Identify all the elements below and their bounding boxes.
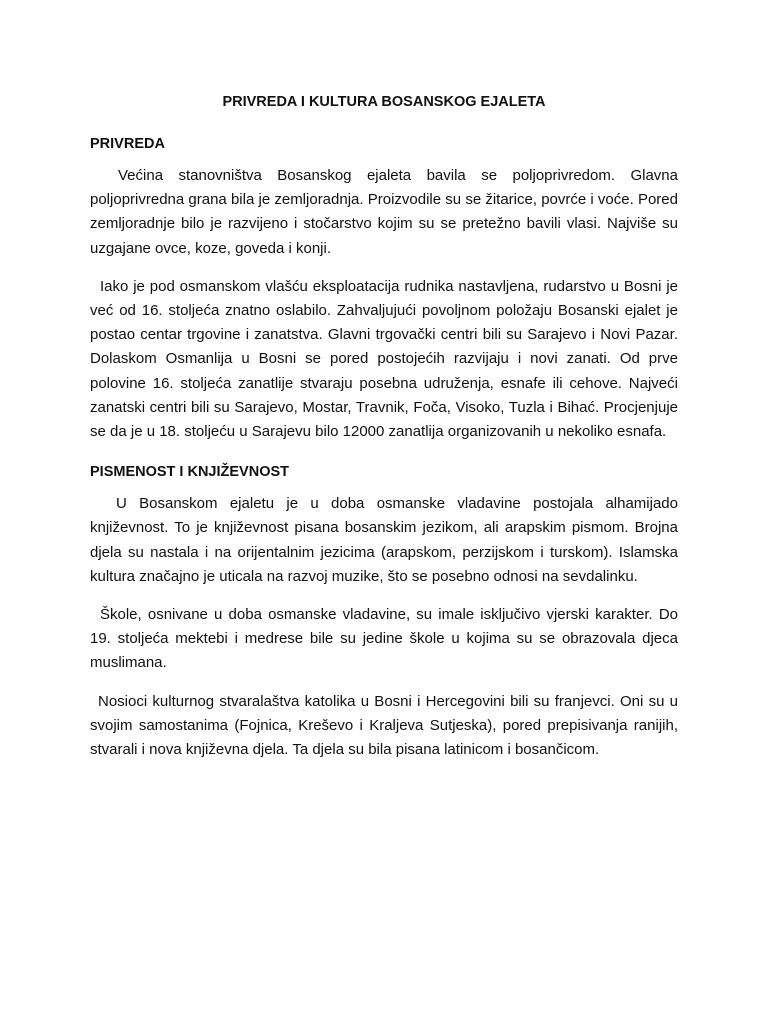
paragraph-alhamijado: U Bosanskom ejaletu je u doba osmanske vladavine postojala alhamijado književnost. To je književnost pisana bosanskim jezikom, ali arapskim pismom. Brojna djela su nastala i na orijentalnim jezicima (arapskom, perzijskom i turskom). Islamska kultura značajno je uticala na razvoj muzike, što se posebno odnosi na sevdalinku. bbox=[90, 495, 678, 585]
section-heading-pismenost: PISMENOST I KNJIŽEVNOST bbox=[90, 464, 289, 481]
paragraph-schools: Škole, osnivane u doba osmanske vladavine, su imale isključivo vjerski karakter. Do 19. stoljeća mektebi i medrese bile su jedine škole u kojima su se obrazovala djeca muslimana. bbox=[90, 606, 678, 672]
document-page bbox=[90, 92, 678, 776]
paragraph-franciscans: Nosioci kulturnog stvaralaštva katolika u Bosni i Hercegovini bili su franjevci. Oni su u svojim samostanima (Fojnica, Kreševo i Kraljeva Sutjeska), pored prepisivanja ranijih, stvarali i nova književna djela. Ta djela su bila pisana latinicom i bosančicom. bbox=[90, 692, 678, 759]
section-heading-privreda: PRIVREDA bbox=[90, 136, 165, 152]
paragraph-agriculture: Većina stanovništva Bosanskog ejaleta bavila se poljoprivredom. Glavna poljoprivredna grana bila je zemljoradnja. Proizvodile su se žitarice, povrće i voće. Pored zemljoradnje bilo je razvijeno i stočarstvo kojim su se pretežno bavili vlasi. Najviše su uzgajane ovce, koze, goveda i konji. bbox=[90, 167, 678, 257]
paragraph-trade-crafts: Iako je pod osmanskom vlašću eksploatacija rudnika nastavljena, rudarstvo u Bosni je već od 16. stoljeća znatno oslabilo. Zahvaljujući povoljnom položaju Bosanski ejalet je postao centar trgovine i zanatstva. Glavni trgovački centri bili su Sarajevo i Novi Pazar. Dolaskom Osmanlija u Bosni se pored postojećih razvijaju i novi zanati. Od prve polovine 16. stoljeća zanatlije stvaraju posebna udruženja, esnafe ili cehove. Najveći zanatski centri bili su Sarajevo, Mostar, Travnik, Foča, Visoko, Tuzla i Bihać. Procjenjuje se da je u 18. stoljeću u Sarajevu bilo 12000 zanatlija organizovanih u nekoliko esnafa. bbox=[90, 277, 678, 441]
section-pismenost bbox=[90, 462, 678, 762]
document-title: PRIVREDA I KULTURA BOSANSKOG EJALETA bbox=[222, 94, 546, 110]
section-privreda bbox=[90, 134, 678, 444]
